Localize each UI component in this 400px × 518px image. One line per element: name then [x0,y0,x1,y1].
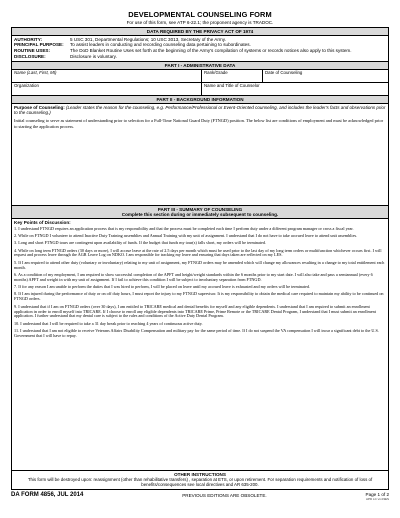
apd-version: APD LC v1.03ES [365,496,389,501]
purpose-label-block [12,104,388,116]
part3-heading: PART III - SUMMARY OF COUNSELING [157,206,243,212]
key-point-4: 4. While on long term FTNGD orders (30 days or more), I will accrue leave at the rate of 2.5 days per month which must be used prior to the last day of my long term orders or multifunction whichever occurs first. I will request and process leave through the AGR Leave Log on NDKO. I am responsible for tracking my leave and ensuring that days taken are reflected on my LES. [14,247,382,258]
part1-heading: PART I - ADMINISTRATIVE DATA [12,62,388,70]
rank-field-label: Rank/Grade [204,70,228,76]
privacy-act-heading: DATA REQUIRED BY THE PRIVACY ACT OF 1974 [12,28,388,36]
other-instructions-heading: OTHER INSTRUCTIONS [174,471,226,477]
part1-section [11,62,389,96]
date-field[interactable] [263,70,388,82]
counselor-field[interactable] [202,83,388,95]
form-id: DA FORM 4856, JUL 2014 [11,491,84,498]
key-points-label: Key Points of Discussion: [14,219,71,225]
part2-section [11,96,389,206]
key-point-1: 1. I understand FTNGD requires an application process that is my responsibility and that the process must be completed each time I perform duty under a different program manager or cross a fiscal year. [14,225,354,231]
part3-subheading: Complete this section during or immediately subsequent to counseling. [121,211,279,217]
part3-section [11,206,389,490]
key-point-9: 9. I understand that if I am on FTNGD orders (over 30 days), I am entitled to TRICARE medical and dental benefits for myself and any eligible dependents. I understand that I am required to submit an enrollment application in order to enroll myself into TRICARE. If I choose to enroll any eligible dependents into TRICARE Prime, Prime Remote or the TRICARE Dental Program, I understand that I must submit an enrollment application. I further understand that my dental care is subject to the rules and conditions of the Active Duty Dental Program. [14,303,376,319]
counseling-form-page [11,0,389,501]
editions-notice: PREVIOUS EDITIONS ARE OBSOLETE. [182,492,267,498]
part2-heading: PART II - BACKGROUND INFORMATION [12,96,388,104]
organization-field-label: Organization [14,83,39,89]
form-footer [11,492,389,501]
privacy-label: DISCLOSURE: [14,54,46,60]
privacy-act-section [11,27,389,62]
other-instructions-text: This form will be destroyed upon: reassignment (other than rehabilitative transfers) , separation at ETS, or upon retirement. For separation requirements and notification of loss of benefits/consequences see local directives and AR 635-200. [27,476,373,487]
purpose-hint: (Leader states the reason for the counseling, e.g. Performance/Professional or Event-Oriented counseling, and includes the leader's facts and observations prior to the counseling.) [14,104,386,116]
privacy-label: ROUTINE USES: [14,47,50,53]
key-point-7: 7. If for any reason I am unable to perform the duties that I was hired to perform, I will be placed on leave until my accrued leave is exhausted and my orders will be terminated. [14,284,311,290]
purpose-text[interactable]: Initial counseling to serve as statement of understanding prior to selection for a Full-Time National Guard Duty (FTNGD) position. The below list are conditions of employment and must be acknowledged prior to starting the application process. [14,118,384,129]
part1-row-1 [12,70,388,83]
organization-field[interactable] [12,83,202,95]
name-field[interactable] [12,70,202,82]
other-instructions-section [12,470,388,489]
privacy-text: Disclosure is voluntary. [70,54,117,60]
counselor-field-label: Name and Title of Counselor [204,83,260,89]
privacy-text: 5 USC 301, Departmental Regulations; 10 USC 3013, Secretary of the Army. [70,37,226,42]
privacy-label: AUTHORITY: [14,37,42,42]
name-field-label: Name (Last, First, MI) [14,70,57,76]
key-point-3: 3. Long and short FTNGD tours are contingent upon availability of funds. If the budget that funds my tour(s) falls short, my orders will be terminated. [14,240,267,246]
privacy-label: PRINCIPAL PURPOSE: [14,42,64,48]
key-point-8: 8. If I am injured during the performance of duty or on off duty hours, I must report the injury to my FTNGD supervisor. It is my responsibility to obtain the medical care required to maintain my ability to be continued on FTNGD orders. [14,291,384,302]
form-subtitle: For use of this form, see ATP 6-22.1; the proponent agency is TRADOC. [126,20,274,25]
part3-header [12,206,388,219]
date-field-label: Date of Counseling [265,70,303,76]
privacy-row-routine-uses [12,48,388,53]
key-point-2: 2. While on FTNGD I volunteer to attend Inactive Duty Training assemblies and Annual Training with my unit of assignment. I understand that I do not have to take accrued leave to attend unit assemblies. [14,232,358,238]
key-point-10: 10. I understand that I will be required to take a 31 day break prior to reaching 4 years of continuous active duty. [14,320,203,326]
privacy-text: To assist leaders in conducting and recording counseling data pertaining to subordinates. [70,42,251,48]
rank-field[interactable] [202,70,263,82]
form-title: DEVELOPMENTAL COUNSELING FORM [128,10,272,19]
key-point-5: 5. If I am required to attend other duty (voluntary or involuntary) relating to my unit of assignment, my FTNGD orders may be amended which will change my allowances resulting in a change to my total entitlement each month. [14,259,385,270]
part1-row-2 [12,83,388,95]
privacy-row-disclosure [12,54,388,59]
purpose-label: Purpose of Counseling: [14,104,65,110]
page-number: Page 1 of 2 [365,491,389,497]
key-point-11: 11. I understand that I am not eligible to receive Veterans Affairs Disability Compensation and military pay for the same period of time. If I do not suspend the VA compensation I will incur a significant debt to the U.S. Government that I will have to repay. [14,328,379,338]
key-point-6: 6. As a condition of my employment, I am required to show successful completion of the APFT and height/weight standards within the 6 months prior to my start date. I will also take and pass a semiannual (every 6 months) APFT and weight in with my unit of assignment. If I fail to achieve this condition I will be subject to involuntary separation from FTNGD. [14,271,373,282]
privacy-text: The DoD Blanket Routine Uses set forth at the beginning of the Army's compilation of systems or records notices also apply to this system. [70,47,352,53]
key-points-area[interactable] [12,219,388,470]
